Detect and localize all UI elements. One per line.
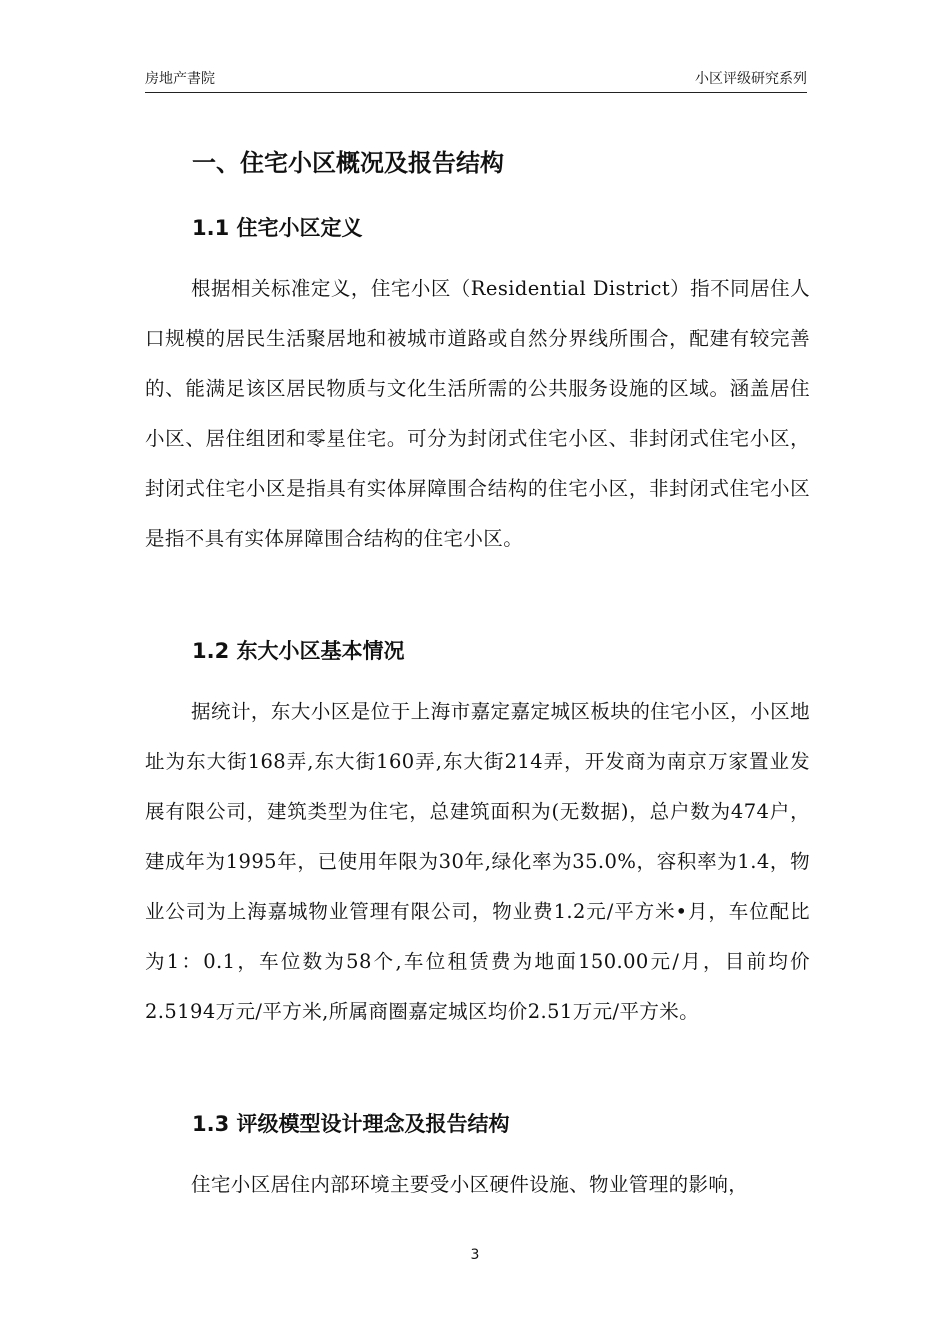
page-number: 3 xyxy=(470,1247,480,1263)
section-1-1-heading: 1.1 住宅小区定义 xyxy=(192,216,363,240)
section-1-3-paragraph: 住宅小区居住内部环境主要受小区硬件设施、物业管理的影响， xyxy=(191,1173,749,1196)
section-1-1-paragraph: 根据相关标准定义，住宅小区（Residential District）指不同居住人口规模的居民生活聚居地和被城市道路或自然分界线所围合，配建有较完善的、能满足该区居民物质与文化生活所需的公共服务设施的区域。涵盖居住小区、居住组团和零星住宅。可分为封闭式住宅小区、非封闭式住宅小区，封闭式住宅小区是指具有实体屏障围合结构的住宅小区，非封闭式住宅小区是指不具有实体屏障围合结构的住宅小区。 xyxy=(145,277,810,550)
header-publisher: 房地产書院 xyxy=(145,71,215,87)
page-header xyxy=(145,62,807,93)
header-series: 小区评级研究系列 xyxy=(695,71,807,87)
section-1-2-paragraph: 据统计，东大小区是位于上海市嘉定嘉定城区板块的住宅小区，小区地址为东大街168弄,东大街160弄,东大街214弄，开发商为南京万家置业发展有限公司，建筑类型为住宅，总建筑面积为(无数据)，总户数为474户，建成年为1995年，已使用年限为30年,绿化率为35.0%，容积率为1.4，物业公司为上海嘉城物业管理有限公司，物业费1.2元/平方米•月，车位配比为1：0.1，车位数为58个,车位租赁费为地面150.00元/月，目前均价2.5194万元/平方米,所属商圈嘉定城区均价2.51万元/平方米。 xyxy=(145,700,810,1023)
section-1-3-heading: 1.3 评级模型设计理念及报告结构 xyxy=(192,1112,510,1136)
section-1-2-heading: 1.2 东大小区基本情况 xyxy=(192,639,405,663)
main-heading: 一、住宅小区概况及报告结构 xyxy=(192,149,504,177)
